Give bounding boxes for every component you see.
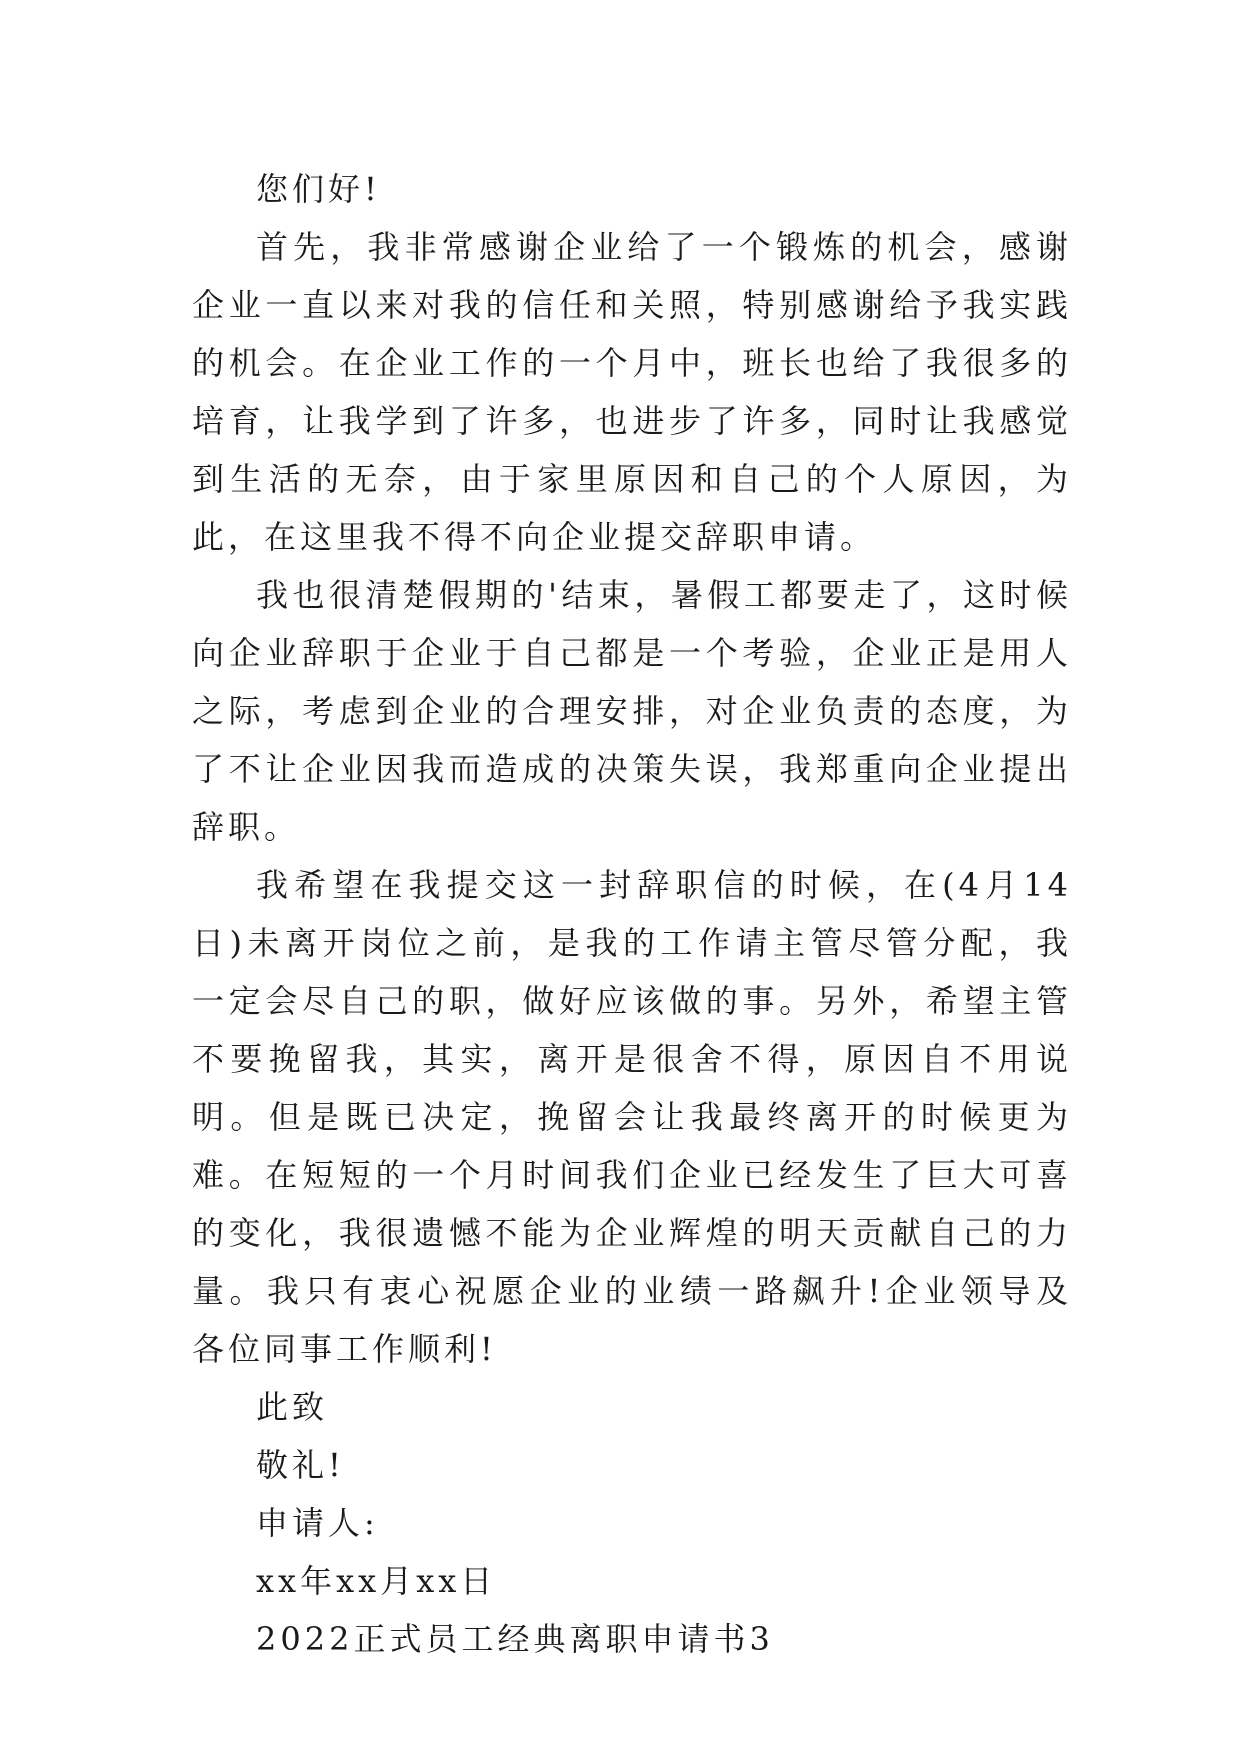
greeting: 您们好! xyxy=(256,170,381,208)
paragraph-3: 我希望在我提交这一封辞职信的时候，在(4月14日)未离开岗位之前，是我的工作请主管尽管分配，我一定会尽自己的职，做好应该做的事。另外，希望主管不要挽留我，其实，离开是很舍不得，原因自不用说明。但是既已决定，挽留会让我最终离开的时候更为难。在短短的一个月时间我们企业已经发生了巨大可喜的变化，我很遗憾不能为企业辉煌的明天贡献自己的力量。我只有衷心祝愿企业的业绩一路飙升!企业领导及各位同事工作顺利! xyxy=(192,866,1072,1368)
letter-date: xx年xx月xx日 xyxy=(256,1562,497,1600)
closing-salutation: 此致 xyxy=(256,1388,329,1426)
paragraph-1: 首先，我非常感谢企业给了一个锻炼的机会，感谢企业一直以来对我的信任和关照，特别感谢给予我实践的机会。在企业工作的一个月中，班长也给了我很多的培育，让我学到了许多，也进步了许多，同时让我感觉到生活的无奈，由于家里原因和自己的个人原因，为此，在这里我不得不向企业提交辞职申请。 xyxy=(192,228,1072,556)
closing-regards: 敬礼! xyxy=(256,1446,345,1484)
next-section-title: 2022正式员工经典离职申请书3 xyxy=(256,1620,774,1658)
letter-body xyxy=(192,160,1072,1668)
paragraph-2: 我也很清楚假期的'结束，暑假工都要走了，这时候向企业辞职于企业于自己都是一个考验，企业正是用人之际，考虑到企业的合理安排，对企业负责的态度，为了不让企业因我而造成的决策失误，我郑重向企业提出辞职。 xyxy=(192,576,1072,846)
applicant-label: 申请人: xyxy=(256,1504,379,1542)
